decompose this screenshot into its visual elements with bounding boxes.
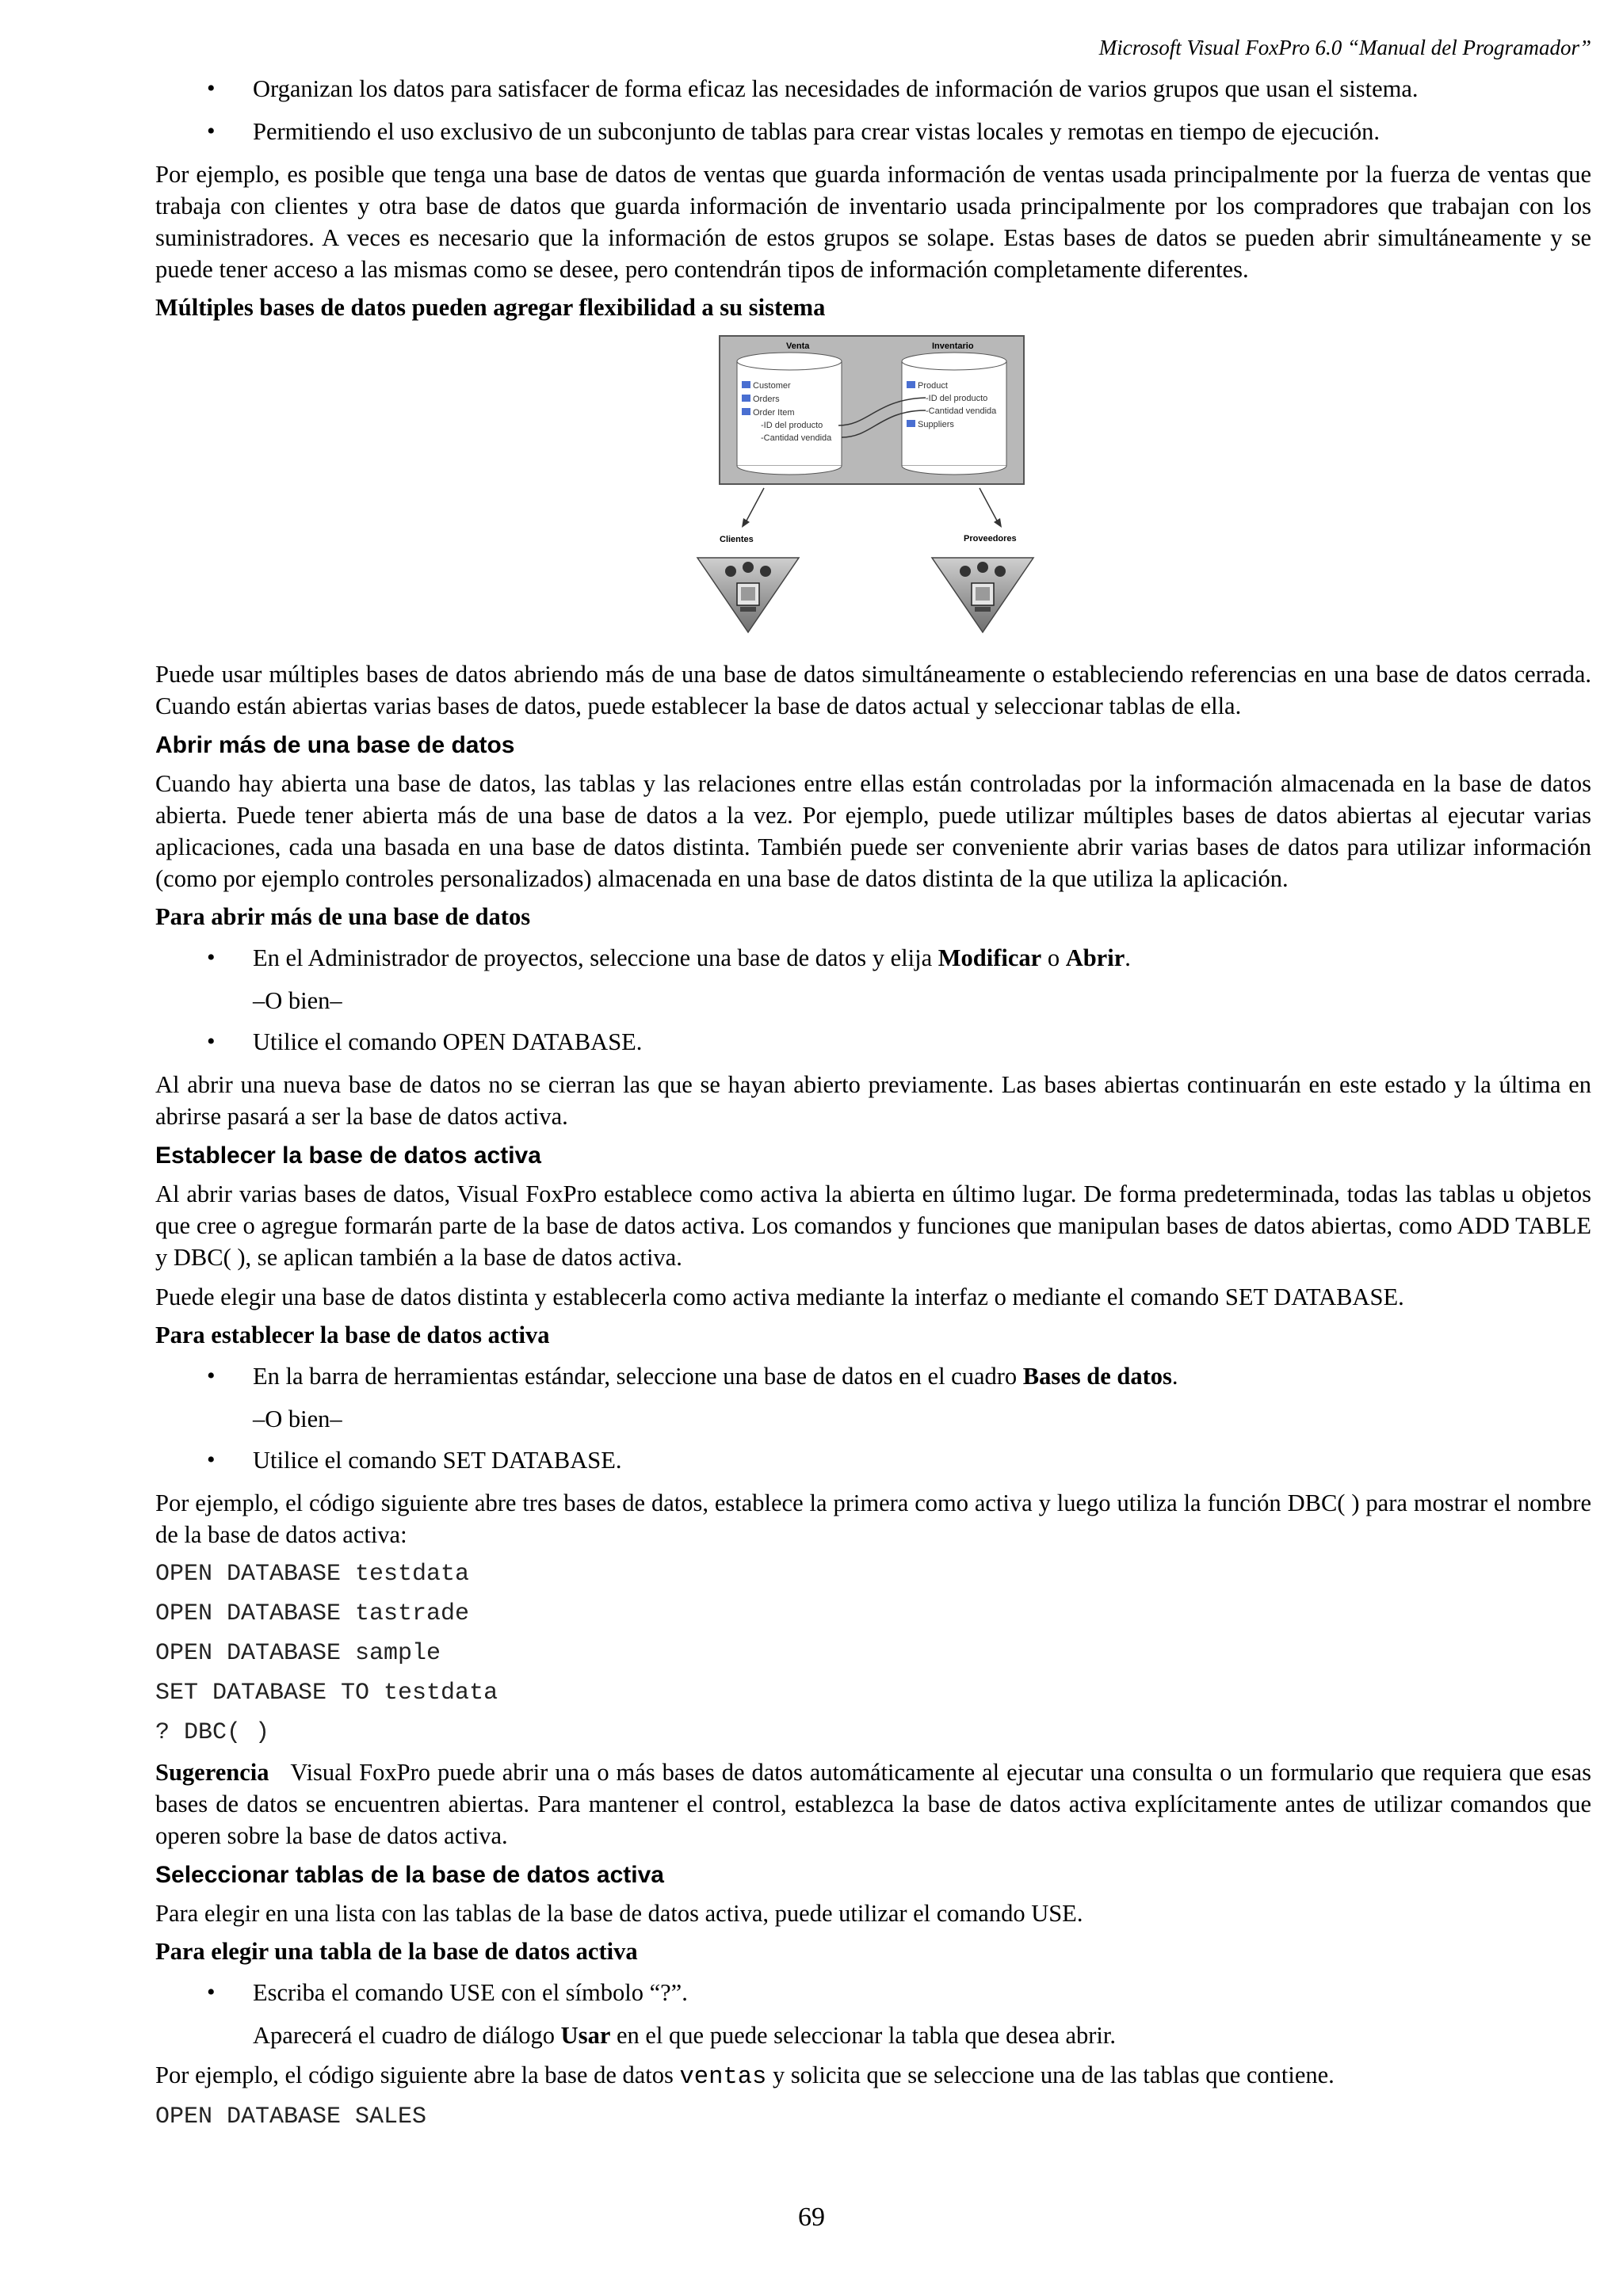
paragraph: Al abrir varias bases de datos, Visual FoxPro establece como activa la abierta en último lugar. De forma predeterminada, todas las tablas u objetos que cree o agregue formarán parte de la base de datos activa. Los comandos y funciones que manipulan bases de datos abiertas, como ADD TABLE y DBC( ), se aplican también a la base de datos activa.: [155, 1180, 1591, 1271]
diagram-label: Suppliers: [918, 420, 954, 429]
step-note: Aparecerá el cuadro de diálogo Usar en el que puede seleccionar la tabla que desea abrir.: [253, 2022, 1116, 2049]
list-item: • Permitiendo el uso exclusivo de un subconjunto de tablas para crear vistas locales y remotas en tiempo de ejecución.: [155, 116, 1591, 147]
figure-caption: Múltiples bases de datos pueden agregar flexibilidad a su sistema: [155, 294, 826, 321]
code-line: ? DBC( ): [155, 1719, 270, 1746]
list-item: • Escriba el comando USE con el símbolo “?”.: [155, 1977, 1591, 2008]
list-item: • Organizan los datos para satisfacer de forma eficaz las necesidades de información de varios grupos que usan el sistema.: [155, 73, 1591, 105]
arrow-head-icon: [994, 518, 1002, 528]
procedure-heading: Para abrir más de una base de datos: [155, 903, 531, 930]
bullet-icon: •: [207, 1447, 216, 1473]
list-item: • En la barra de herramientas estándar, seleccione una base de datos en el cuadro Bases de datos.: [155, 1360, 1591, 1392]
arrow-head-icon: [742, 518, 750, 528]
code-line: OPEN DATABASE sample: [155, 1640, 441, 1667]
diagram-label: -Cantidad vendida: [926, 406, 997, 416]
bullet-icon: •: [207, 1979, 216, 2005]
paragraph: Al abrir una nueva base de datos no se cierran las que se hayan abierto previamente. Las bases abiertas continuarán en este estado y la última en abrirse pasará a ser la base de datos activa.: [155, 1071, 1591, 1130]
diagram-label: -ID del producto: [761, 421, 823, 430]
page: [155, 32, 1591, 2141]
multi-db-diagram: [155, 330, 1591, 650]
section-heading: Seleccionar tablas de la base de datos activa: [155, 1862, 664, 1888]
section-heading: Establecer la base de datos activa: [155, 1142, 541, 1169]
or-separator: –O bien–: [253, 987, 342, 1014]
paragraph: Por ejemplo, el código siguiente abre tres bases de datos, establece la primera como activa y luego utiliza la función DBC( ) para mostrar el nombre de la base de datos activa:: [155, 1489, 1591, 1548]
group-label-right: Proveedores: [964, 534, 1017, 543]
bullet-list: [155, 1977, 1591, 2008]
bullet-icon: •: [207, 1363, 216, 1389]
tip-label: Sugerencia: [155, 1759, 269, 1786]
bullet-list: [155, 1444, 1591, 1476]
code-line: SET DATABASE TO testdata: [155, 1680, 498, 1707]
bullet-icon: •: [207, 118, 216, 144]
figure-diagram: [155, 330, 1591, 650]
table-icon: [742, 381, 750, 388]
table-icon: [742, 408, 750, 415]
page-number: 69: [798, 2203, 825, 2232]
paragraph: Para elegir en una lista con las tablas de la base de datos activa, puede utilizar el comando USE.: [155, 1900, 1083, 1927]
diagram-label: Order Item: [753, 408, 795, 418]
users-group-right-icon: [932, 558, 1033, 632]
list-item: • Utilice el comando OPEN DATABASE.: [155, 1026, 1591, 1058]
group-label-left: Clientes: [720, 535, 754, 544]
tip-paragraph: Sugerencia Visual FoxPro puede abrir una o más bases de datos automáticamente al ejecutar una consulta o un formulario que requiera que esas bases de datos se encuentren abiertas. Para mantener el control, establezca la base de datos activa explícitamente antes de utilizar comandos que operen sobre la base de datos activa.: [155, 1759, 1591, 1849]
or-separator: –O bien–: [253, 1405, 342, 1432]
paragraph: Por ejemplo, es posible que tenga una base de datos de ventas que guarda información de ventas usada principalmente por la fuerza de ventas que trabaja con clientes y otra base de datos que guarda información de inventario usada principalmente por los compradores que trabajan con los suministradores. A veces es necesario que la información de estos grupos se solape. Estas bases de datos se pueden abrir simultáneamente y se puede tener acceso a las mismas como se desee, pero contendrán tipos de información completamente diferentes.: [155, 161, 1591, 283]
code-line: OPEN DATABASE testdata: [155, 1561, 470, 1588]
diagram-label: Product: [918, 381, 948, 391]
running-header: Microsoft Visual FoxPro 6.0 “Manual del Programador”: [1098, 36, 1591, 59]
db-left-title: Venta: [786, 341, 810, 351]
code-line: OPEN DATABASE tastrade: [155, 1600, 470, 1627]
arrow-line: [980, 488, 998, 522]
bullet-icon: •: [207, 75, 216, 101]
diagram-label: -Cantidad vendida: [761, 433, 832, 443]
procedure-heading: Para elegir una tabla de la base de datos activa: [155, 1938, 638, 1965]
bullet-list: [155, 942, 1591, 974]
paragraph: Puede elegir una base de datos distinta y establecerla como activa mediante la interfaz o mediante el comando SET DATABASE.: [155, 1283, 1404, 1310]
bullet-list-top: [155, 73, 1591, 147]
paragraph: Cuando hay abierta una base de datos, las tablas y las relaciones entre ellas están controladas por la información almacenada en la base de datos abierta. Puede tener abierta más de una base de datos a la vez. Por ejemplo, puede utilizar múltiples bases de datos abiertas al ejecutar varias aplicaciones, cada una basada en una base de datos distinta. También puede ser conveniente abrir varias bases de datos para utilizar información (como por ejemplo controles personalizados) almacenada en una base de datos distinta de la que utiliza la aplicación.: [155, 770, 1591, 892]
table-icon: [907, 420, 915, 427]
bullet-icon: •: [207, 944, 216, 971]
paragraph: Por ejemplo, el código siguiente abre la base de datos ventas y solicita que se seleccione una de las tablas que contiene.: [155, 2061, 1335, 2091]
users-group-left-icon: [697, 558, 799, 632]
code-line: OPEN DATABASE SALES: [155, 2103, 427, 2130]
list-item: • En el Administrador de proyectos, seleccione una base de datos y elija Modificar o Abrir.: [155, 942, 1591, 974]
bullet-list: [155, 1360, 1591, 1392]
diagram-label: -ID del producto: [926, 394, 988, 403]
bullet-icon: •: [207, 1028, 216, 1055]
bullet-list: [155, 1026, 1591, 1058]
section-heading: Abrir más de una base de datos: [155, 732, 515, 758]
diagram-label: Customer: [753, 381, 791, 391]
list-item: • Utilice el comando SET DATABASE.: [155, 1444, 1591, 1476]
procedure-heading: Para establecer la base de datos activa: [155, 1322, 550, 1348]
table-icon: [742, 395, 750, 402]
arrow-line: [746, 488, 764, 522]
diagram-label: Orders: [753, 395, 780, 404]
table-icon: [907, 381, 915, 388]
paragraph: Puede usar múltiples bases de datos abriendo más de una base de datos simultáneamente o estableciendo referencias en una base de datos cerrada. Cuando están abiertas varias bases de datos, puede establecer la base de datos actual y seleccionar tablas de ella.: [155, 661, 1591, 719]
db-right-title: Inventario: [932, 341, 974, 351]
